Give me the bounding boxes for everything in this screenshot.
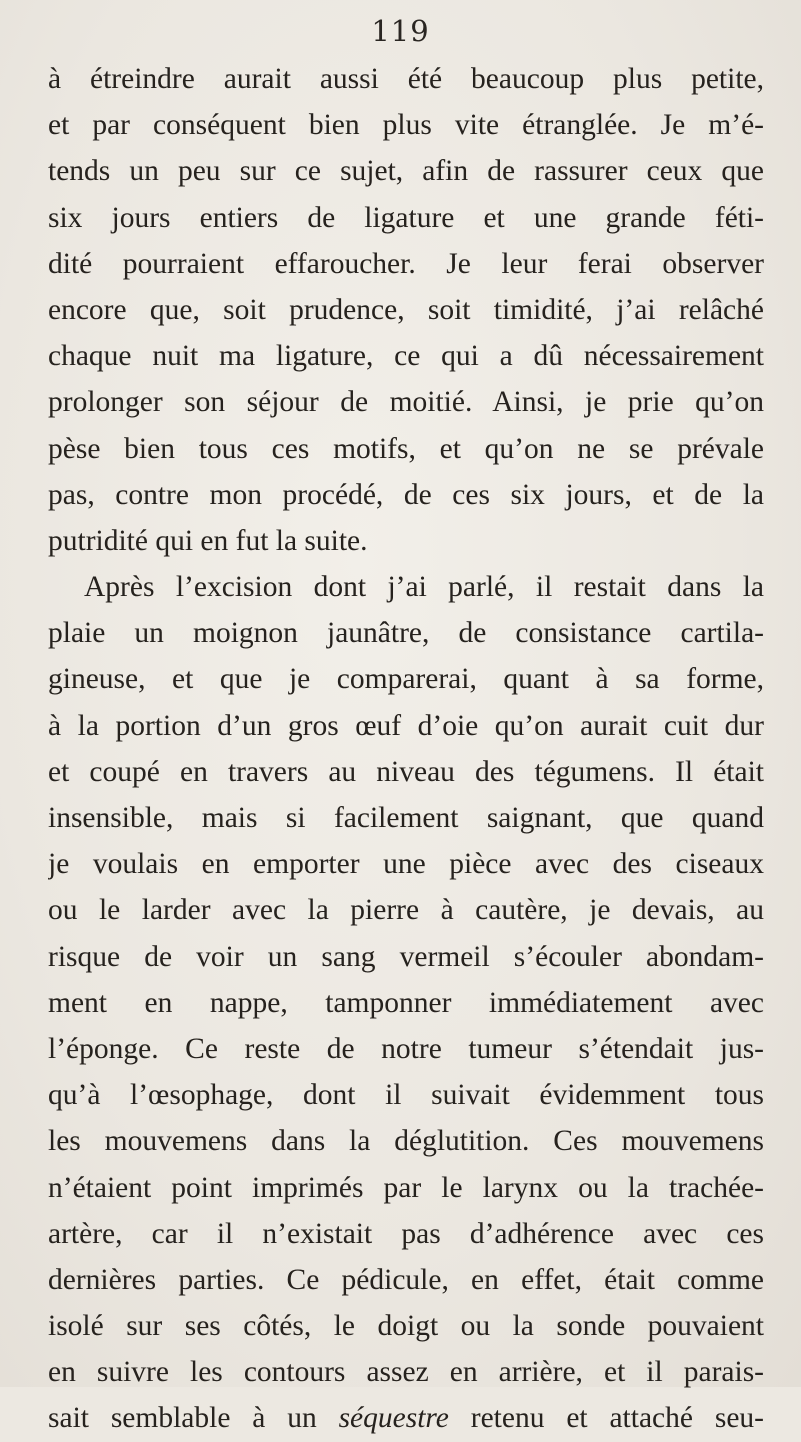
- text-line: et coupé en travers au niveau des tégumens. Il était: [48, 755, 764, 788]
- text-line: risque de voir un sang vermeil s’écouler abondam-: [48, 940, 764, 973]
- text-line: les mouvemens dans la déglutition. Ces mouvemens: [48, 1125, 764, 1158]
- body-text: [48, 56, 764, 1442]
- text-line: insensible, mais si facilement saignant, que quand: [48, 802, 764, 834]
- text-line: pas, contre mon procédé, de ces six jours, et de la: [48, 478, 764, 511]
- text-line: tends un peu sur ce sujet, afin de rassurer ceux que: [48, 155, 764, 188]
- text-line: dité pourraient effaroucher. Je leur ferai observer: [48, 247, 764, 280]
- text-line: n’étaient point imprimés par le larynx ou la trachée-: [48, 1171, 764, 1204]
- text-line: en suivre les contours assez en arrière, et il parais-: [48, 1356, 764, 1389]
- text-line: gineuse, et que je comparerai, quant à sa forme,: [48, 663, 764, 696]
- text-fragment: sait semblable à un: [48, 1402, 339, 1435]
- text-line: ment en nappe, tamponner immédiatement avec: [48, 986, 764, 1019]
- text-line: artère, car il n’existait pas d’adhérence avec ces: [48, 1217, 764, 1250]
- text-line: dernières parties. Ce pédicule, en effet, était comme: [48, 1263, 764, 1296]
- text-line: je voulais en emporter une pièce avec des ciseaux: [48, 848, 764, 881]
- page-number: 119: [371, 14, 430, 48]
- text-line: six jours entiers de ligature et une grande féti-: [48, 201, 764, 234]
- text-line: pèse bien tous ces motifs, et qu’on ne se prévale: [48, 432, 764, 465]
- text-line-last: [48, 1395, 764, 1441]
- italic-term: séquestre: [338, 1402, 449, 1435]
- text-line: putridité qui en fut la suite.: [48, 524, 368, 557]
- text-line: prolonger son séjour de moitié. Ainsi, je prie qu’on: [48, 386, 764, 419]
- text-fragment: retenu et attaché seu-: [448, 1402, 764, 1435]
- text-line: l’éponge. Ce reste de notre tumeur s’étendait jus-: [48, 1032, 764, 1065]
- text-line: Après l’excision dont j’ai parlé, il restait dans la: [84, 571, 764, 604]
- text-line: chaque nuit ma ligature, ce qui a dû nécessairement: [48, 340, 764, 373]
- text-line: à la portion d’un gros œuf d’oie qu’on aurait cuit dur: [48, 709, 764, 742]
- text-line: à étreindre aurait aussi été beaucoup plus petite,: [48, 63, 764, 95]
- text-line: ou le larder avec la pierre à cautère, je devais, au: [48, 894, 764, 927]
- text-line: plaie un moignon jaunâtre, de consistance cartila-: [48, 617, 764, 650]
- text-line: isolé sur ses côtés, le doigt ou la sonde pouvaient: [48, 1310, 764, 1343]
- text-line: encore que, soit prudence, soit timidité, j’ai relâché: [48, 293, 764, 326]
- text-line: qu’à l’œsophage, dont il suivait évidemment tous: [48, 1079, 764, 1112]
- text-line: et par conséquent bien plus vite étranglée. Je m’é-: [48, 109, 764, 142]
